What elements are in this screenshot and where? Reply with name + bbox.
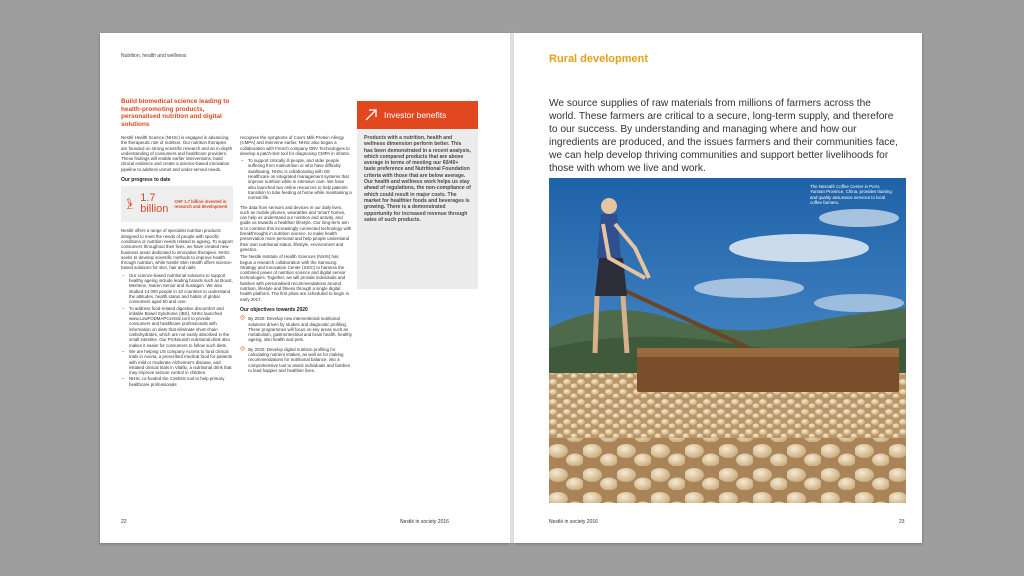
microscope-icon [125,192,134,216]
list-item: – To address food-related digestive discomfort and irritable Bowel Syndrome (IBS), NHSc launched www.LowFODMAPCentral.com to provide consumers and healthcare professionals with information on diets that eliminate short-chain carbohydrates, which are not easily absorbed in the small intestine. Our ProNourish nutritional drink also makes it easier for consumers to follow such diets. [129,306,233,348]
intro-paragraph: Nestlé Health Science (NHSc) is engaged in advancing the therapeutic role of nutrition. Our nutrition therapies are founded on strong scientific research and an in-depth understanding of consumers and healthcare providers. These findings will enable earlier interventions, build clinical evidence and create a science-based innovation pipeline to address unmet and under-served needs. [121,135,233,172]
progress-heading: Our progress to date [121,177,171,184]
stat-label: CHF 1.7 billion invested in research and development [174,199,228,210]
section-title: Build biomedical science leading to health-promoting products, personalised nutrition and digital solutions [121,98,230,128]
intro-paragraph: We source supplies of raw materials from millions of farmers across the world. These farmers are critical to a secure, long-term supply, and therefore to our success. By understanding and managing where and how our ingredients are produced, and the issues farmers and their communities face, we can help develop thriving communities and support better livelihoods for those with whom we live and work. [549,98,898,174]
investor-benefits-box [357,101,478,289]
arrow-up-right-icon [363,107,379,123]
stat-box [121,186,233,222]
page-number: 22 [121,519,127,525]
bullet-list [121,273,233,387]
bullet-list [240,158,352,200]
investor-body: Products with a nutrition, health and wellness dimension perform better. This has been demonstrated in a recent analysis, which compared products that are above average in terms of meeting our 60/40+ taste preference and Nutritional Foundation criteria with those that are below average. Our health and wellness work helps us stay ahead of regulations, the non-compliance of which could result in major costs. The market for healthier foods and beverages is growing. There is a demonstrated opportunity for increased revenue through sales of such products. [357,129,478,289]
list-item: – Our science-based nutritional solutions to support healthy ageing include leading brands such as Boost, Meritene, Nutren Senior and Sustagen. We also studied 14 000 people in 10 countries to understand the attitudes, health status and habits of global consumers aged 50 and over. [129,273,233,305]
list-item: – We are helping US company Accera to fund clinical trials in Axona, a prescribed medical food for patients with mild or moderate Alzheimer's disease, and initiated clinical trials in Vitaflo, a nutritional drink that may improve seizure control in children. [129,349,233,375]
farmer-photo [549,178,906,503]
section-title: Rural development [549,53,649,65]
body-paragraph: Nestlé offers a range of specialist nutrition products designed to meet the needs of people with specific conditions or nutrition needs related to ageing. To support consumers throughout their lives, we have created new business areas dedicated to innovative therapies. NHSc seeks to develop scientific methods to improve health through nutrition, while Nestlé Skin Health offers science-based solutions for skin, hair and nails. [121,228,233,271]
column-1 [121,135,233,532]
stat-value: 1.7 billion [140,192,169,216]
body-paragraph: The data from sensors and devices in our daily lives, such as mobile phones, wearables and 'smart' homes, can help us understand our nutrition and activity, and guide us towards a healthier lifestyle. Our long-term aim is to combine this increasingly connected technology with breakthroughs in nutrition science, to make health preservation more personal and help people understand their own nutritional status, lifestyle, environment and genetics. [240,204,352,252]
investor-title: Investor benefits [384,110,447,120]
target-icon: ◎ [240,315,246,322]
left-page [100,33,510,543]
list-item: – To support critically ill people, and older people suffering from malnutrition or who have difficulty swallowing, NHSc is collaborating with GE Healthcare on integrated management systems that improve nutrition while in intensive care. We have also launched two online resources to help patients transition to tube feeding at home while maintaining a normal life. [248,158,352,200]
running-head: Nutrition, health and wellness [121,53,187,59]
investor-header [357,101,478,129]
footer-text: Nestlé in society 2016 [549,519,598,525]
column-2 [240,135,352,532]
objective-text: By 2020: Develop digital nutrition profiling for calculating nutrient intakes, as well as for making recommendations for nutritional balance, into a comprehensive tool to assist individuals and families to lead happier and healthier lives. [248,346,351,373]
objectives-heading: Our objectives towards 2020 [240,306,308,313]
photo-caption: The Nescafé Coffee Center in Pu'er, Yunnan Province, China, provides training and quality assurance services to local coffee farmers. [810,184,892,205]
list-item: – NHSc co-funded the CoMiSS tool to help primary healthcare professionals [129,376,233,387]
right-page [514,33,922,543]
page-number: 23 [899,519,905,525]
objective-item [240,316,352,342]
body-paragraph: recognise the symptoms of Cow's Milk Protein Allergy (CMPA) and intervene earlier. NHSc also began a collaboration with French company DBV Technologies to develop a patch-test tool for diagnosing CMPA in infants. [240,135,350,156]
coffee-drying-photo [549,178,906,503]
body-paragraph: The Nestlé Institute of Health Sciences (NIHS) has begun a research collaboration with the Samsung Strategy and Innovation Center (SSIC) to harness the combined power of nutrition science and digital sensor technologies. Together, we will provide individuals and families with personalised recommendations around nutrition, lifestyle and fitness through a single digital health platform. The first pilots are scheduled to begin in early 2017. [240,254,350,302]
footer-text: Nestlé in society 2016 [400,519,449,525]
objective-item [240,347,352,373]
objective-text: By 2020: Develop new interventional nutritional solutions driven by studies and diagnostic profiling. These programmes will focus on key areas such as metabolism, gastrointestinal and brain health, healthy ageing, skin health and pets. [248,316,352,343]
target-icon: ◎ [240,345,246,352]
